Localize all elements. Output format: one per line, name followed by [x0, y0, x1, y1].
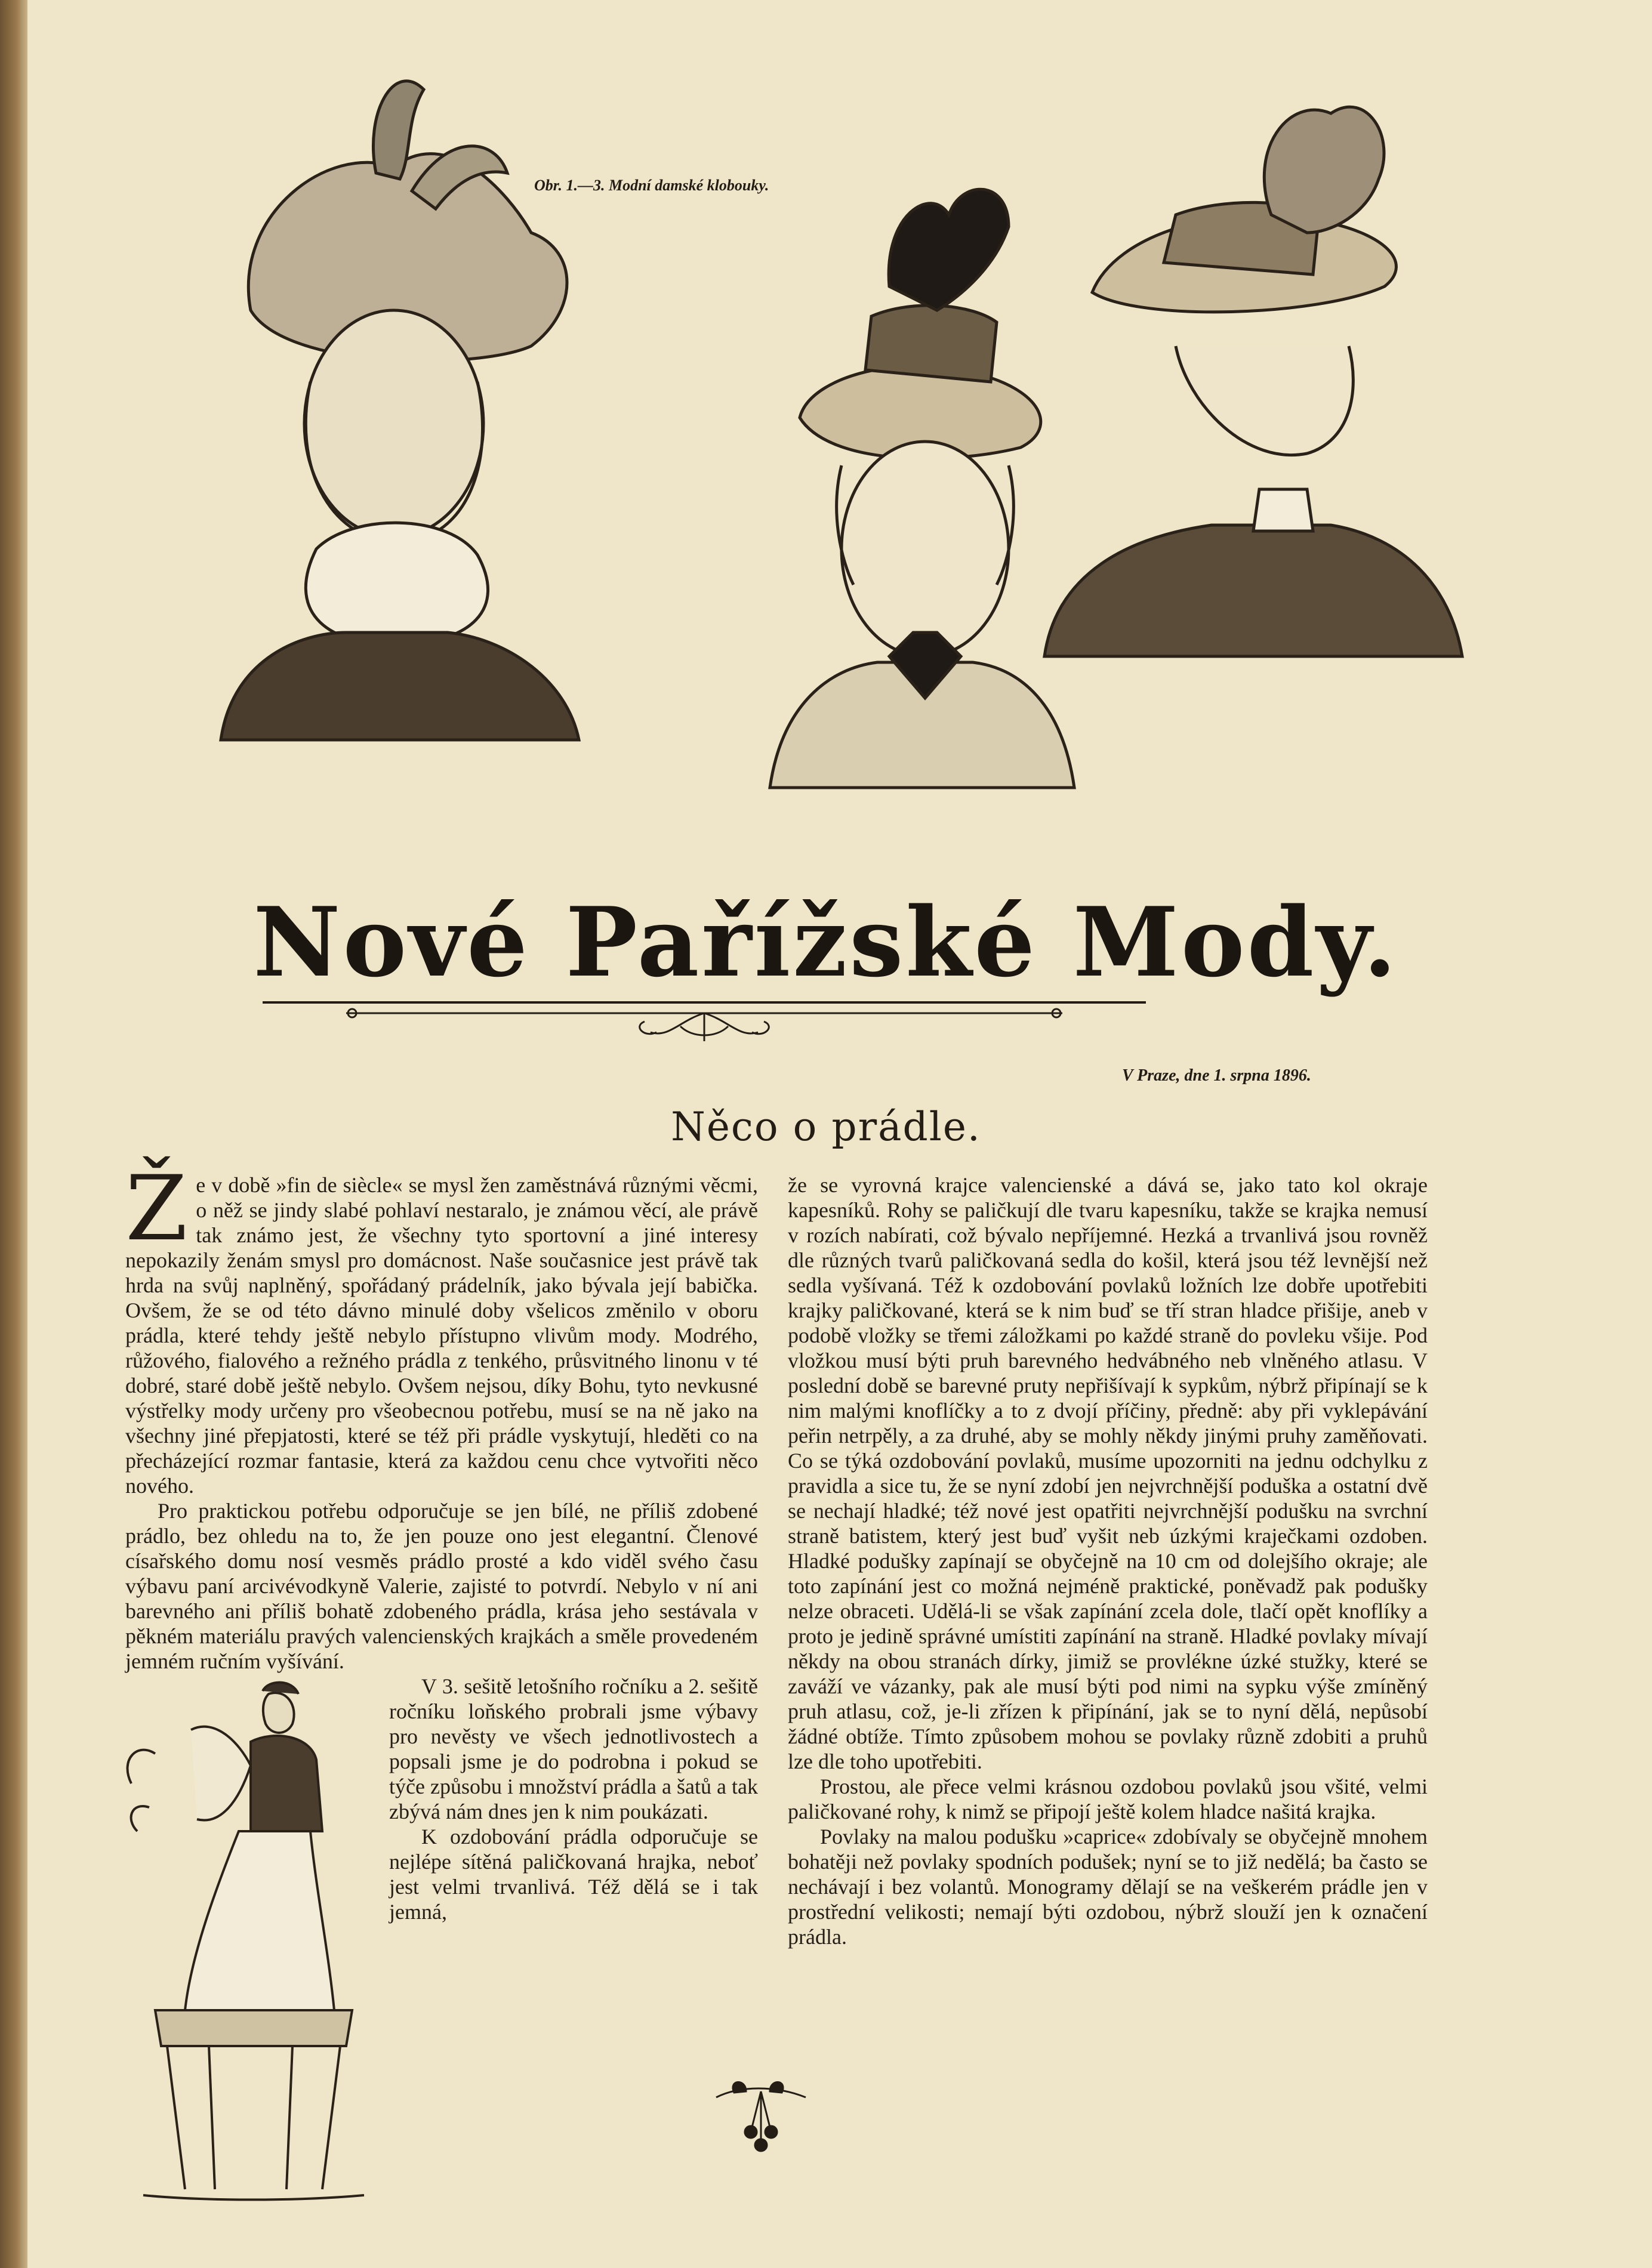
page-title: Nové Pařížské Mody. [253, 886, 1399, 998]
laundress-illustration [119, 1676, 376, 2219]
article-paragraph: K ozdobování prádla odporučuje se nejlépe sítěná paličkovaná hrajka, neboť jest velmi trvanlivá. Též dělá se i tak jemná, [389, 1825, 758, 1924]
drop-cap: Ž [125, 1157, 188, 1261]
article-paragraph: Pro praktickou potřebu odporučuje se jen bílé, ne příliš zdobené prádlo, bez ohledu na to, že jen pouze ono jest elegantní. Členové císařského domu nosí vesměs prádlo prosté a kdo viděl svého času výbavu paní arcivévodkyně Valerie, zajisté to potvrdí. Nebylo v ní ani barevného ani příliš bohatě zdobeného prádla, krása jeho sestávala v pěkném materiálu pravých valencienských krajkách a směle provedeném jemném ručním vyšívání. [125, 1499, 758, 1673]
article-heading: Něco o prádle. [671, 1104, 981, 1150]
figure-caption: Obr. 1.—3. Modní damské klobouky. [534, 177, 769, 194]
woman-middle-figure [770, 189, 1074, 788]
article-column-right [788, 1172, 1428, 1949]
article-column-left [125, 1157, 758, 2223]
title-divider-ornament [263, 996, 1146, 1044]
article-paragraph: e v době »fin de siècle« se mysl žen zaměstnává různými věcmi, o něž se jindy slabé pohlaví nestaralo, je známou věcí, ale právě tak známo jest, že všechny tyto sportovní a jiné interesy nepokazily ženám smysl pro domácnost. Naše současnice jest právě tak hrda na svůj naplněný, spořádaný prádelník, jako bývala její babička. Ovšem, že se od této dávno minulé doby všelicos změnilo v oboru prádla, které tehdy ještě nebylo přístupno vlivům mody. Modrého, růžového, fialového a režného prádla z tenkého, průsvitného linonu v té dobré, staré době ještě nebylo. Ovšem nejsou, díky Bohu, tyto nevkusné výstřelky mody určeny pro všeobecnou potřebu, musí se na ně jako na všechny jiné přepjatosti, které se též při prádle vyskytují, hleděti co na přecházející rozmar fantasie, která za každou cenu chce vytvořiti něco nového. [125, 1173, 758, 1498]
article-paragraph: V 3. sešitě letošního ročníku a 2. sešitě ročníku loňského probrali jsme výbavy pro nevěsty ve všech jednotlivostech a popsali jsme je do podrobna i pokud se týče způsobu i množství prádla a šatů a tak zbývá nám dnes jen k nim poukázati. [389, 1674, 758, 1823]
woman-right-figure [1044, 107, 1462, 656]
cherry-tailpiece-ornament [710, 2073, 812, 2163]
article-paragraph: Povlaky na malou podušku »caprice« zdobívaly se obyčejně mnohem bohatěji než povlaky spodních podušek; nyní se to již nedělá; ba často se nechávají i bez volantů. Monogramy dělají se na veškerém prádle jen v prostřední velikosti; nemají býti ozdobou, nýbrž slouží jen k označení prádla. [788, 1825, 1428, 1949]
hat-fashion-illustration [197, 36, 1510, 806]
woman-left-figure [221, 81, 579, 740]
article-paragraph: Prostou, ale přece velmi krásnou ozdobou povlaků jsou všité, velmi paličkované rohy, k nimž se připojí ještě kolem hladce našitá krajka. [788, 1775, 1428, 1823]
article-paragraph: že se vyrovná krajce valencienské a dává se, jako tato kol okraje kapesníků. Rohy se paličkují dle tvaru kapesníku, takže se krajka nemusí v rozích nabírati, což bývalo nepříjemné. Hezká a trvanlivá jsou rovněž dle různých tvarů paličkovaná sedla do košil, která jsou též levnější než sedla vyšívaná. Též k ozdobování povlaků ložních lze dobře upotřebiti krajky paličkované, která se k nim buď se tří stran hladce přišije, aneb v podobě vložky se třemi záložkami po každé straně do povleku všije. Pod vložkou musí býti pruh barevného hedvábného neb vlněného atlasu. V poslední době se barevné pruty nepřišívají k sypkům, nýbrž připínají se k nim malými knoflíčky a to z dvojí příčiny, předně: aby při vyklepávání peřin netrpěly, a za druhé, aby se mohly někdy jinými pruhy zaměňovati. Co se týká ozdobování povlaků, musíme upozorniti na jednu odchylku z pravidla a sice tu, že se nyní zdobí jen nejvrchnější poduška a ostatní dvě se nechají hladké; též nové jest opatřiti nejvrchnější podušku na svrchní straně batistem, který jest buď vyšit neb úzkými kraječkami ozdoben. Hladké podušky zapínají se obyčejně na 10 cm od dolejšího okraje; ale toto zapínání jest co možná nejméně praktické, poněvadž pak podušky nelze obraceti. Udělá-li se však zapínání zcela dole, tlačí opět knoflíky a proto je jedině správné umístiti zapínání na straně. Hladké povlaky mívají někdy na obou stranách dírky, jimiž se provlékne úzké stužky, které se zaváží ve vázanky, pak ale musí býti pod nimi na sypku výše zmíněný pruh atlasu, což, je-li zřízen k připínání, jak se to nyní dělá, nepůsobí žádné obtíže. Tímto způsobem mohou se povlaky různě zdobiti a pruhů lze dle toho upotřebiti. [788, 1173, 1428, 1773]
dateline: V Praze, dne 1. srpna 1896. [1122, 1066, 1311, 1085]
